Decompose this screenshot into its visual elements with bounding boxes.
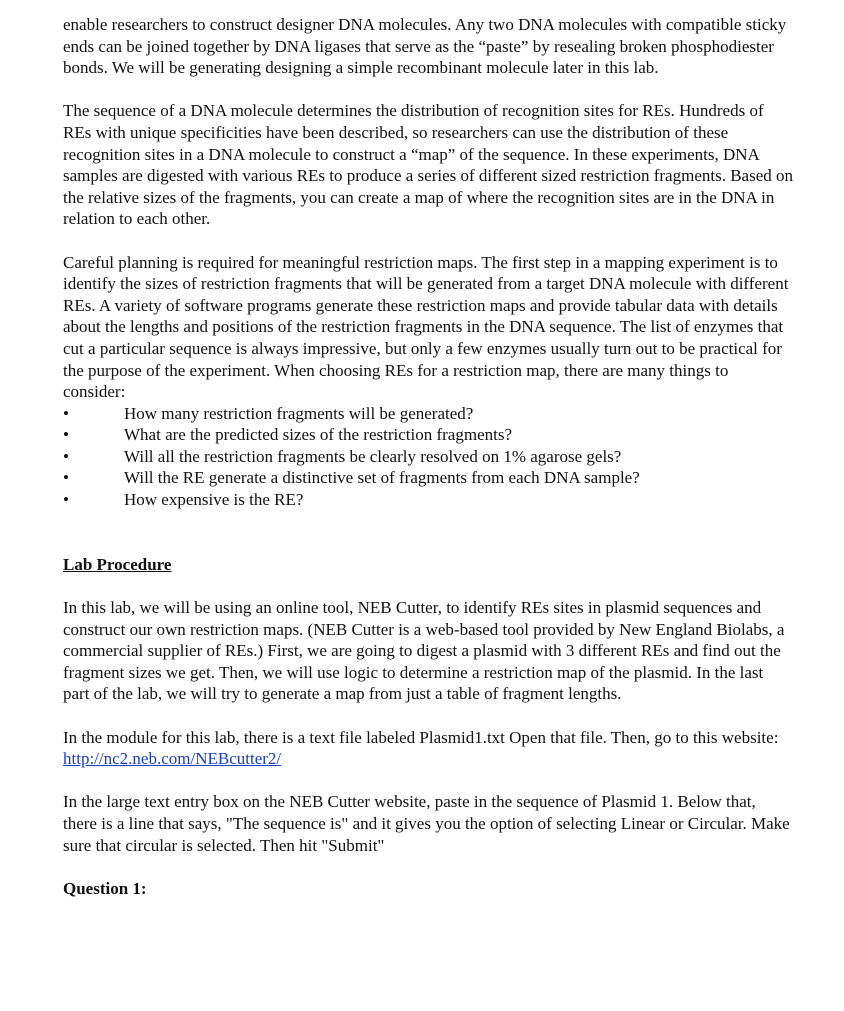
bullet-icon: • [63, 425, 69, 445]
list-item [63, 403, 793, 425]
planning-paragraph: Careful planning is required for meaningful restriction maps. The first step in a mapping experiment is to identify the sizes of restriction fragments that will be generated from a target DNA molecule with different REs. A variety of software programs generate these restriction maps and provide tabular data with details about the lengths and positions of the restriction fragments in the DNA sequence. The list of enzymes that cut a particular sequence is always impressive, but only a few enzymes usually turn out to be practical for the purpose of the experiment. When choosing REs for a restriction map, there are many things to consider: [63, 252, 789, 402]
list-item [63, 467, 793, 489]
bullet-icon: • [63, 403, 69, 423]
list-item-text: How many restriction fragments will be generated? [124, 403, 474, 423]
list-item-text: What are the predicted sizes of the restriction fragments? [124, 425, 512, 445]
module-instructions-paragraph: In the module for this lab, there is a text file labeled Plasmid1.txt Open that file. Then, go to this website: [63, 727, 779, 747]
question-1-label: Question 1: [63, 878, 147, 898]
list-item-text: Will all the restriction fragments be clearly resolved on 1% agarose gels? [124, 446, 622, 466]
bullet-icon: • [63, 468, 69, 488]
neb-cutter-link[interactable]: http://nc2.neb.com/NEBcutter2/ [63, 749, 282, 769]
bullet-icon: • [63, 446, 69, 466]
list-item [63, 489, 793, 511]
list-item-text: Will the RE generate a distinctive set of fragments from each DNA sample? [124, 468, 640, 488]
list-item-text: How expensive is the RE? [124, 490, 304, 510]
paste-sequence-paragraph: In the large text entry box on the NEB Cutter website, paste in the sequence of Plasmid 1. Below that, there is a line that says, "The sequence is" and it gives you the option of selecting Linear or Circular. Make sure that circular is selected. Then hit "Submit" [63, 792, 790, 855]
sequence-map-paragraph: The sequence of a DNA molecule determines the distribution of recognition sites for REs. Hundreds of REs with unique specificities have been described, so researchers can use the distribution of these recognition sites in a DNA molecule to construct a “map” of the sequence. In these experiments, DNA samples are digested with various REs to produce a series of different sized restriction fragments. Based on the relative sizes of the fragments, you can create a map of where the recognition sites are in the DNA in relation to each other. [63, 101, 794, 229]
document-page [63, 14, 793, 899]
considerations-list [63, 403, 793, 511]
procedure-intro-paragraph: In this lab, we will be using an online tool, NEB Cutter, to identify REs sites in plasmid sequences and construct our own restriction maps. (NEB Cutter is a web-based tool provided by New England Biolabs, a commercial supplier of REs.) First, we are going to digest a plasmid with 3 different REs and find out the fragment sizes we get. Then, we will use logic to determine a restriction map of the plasmid. In the last part of the lab, we will try to generate a map from just a table of fragment lengths. [63, 598, 785, 704]
lab-procedure-heading: Lab Procedure [63, 554, 172, 574]
intro-paragraph: enable researchers to construct designer DNA molecules. Any two DNA molecules with compatible sticky ends can be joined together by DNA ligases that serve as the “paste” by resealing broken phosphodiester bonds. We will be generating designing a simple recombinant molecule later in this lab. [63, 15, 787, 78]
bullet-icon: • [63, 490, 69, 510]
list-item [63, 446, 793, 468]
list-item [63, 424, 793, 446]
